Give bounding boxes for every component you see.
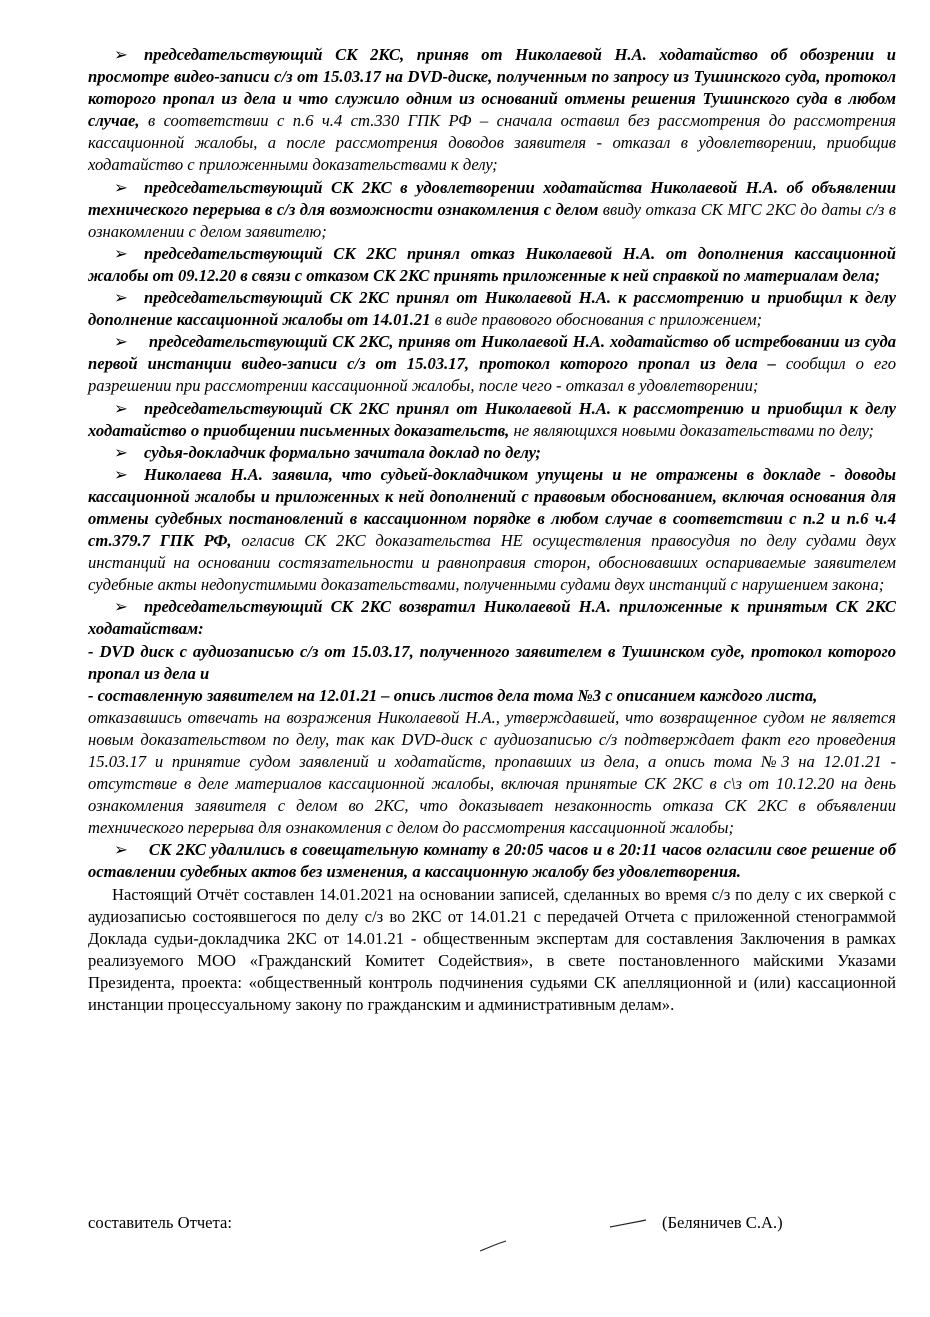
bullet-item <box>88 177 896 243</box>
italic-text: не являющихся новыми доказательствами по делу; <box>509 420 874 440</box>
bold-italic-text: судья-докладчик формально зачитала доклад по делу; <box>144 442 541 462</box>
bullet-arrow-icon: ➢ <box>114 177 128 197</box>
bullet-list <box>88 44 896 641</box>
italic-text: в соответствии с п.6 ч.4 ст.330 ГПК РФ – сначала оставил без рассмотрения до рассмотрения кассационной жалобы, а после рассмотрения доводов заявителя - отказал в удовлетворении, приобщив ходатайство с приложенными доказательствами к делу; <box>88 111 896 175</box>
signature-label: составитель Отчета: <box>88 1213 232 1232</box>
bullet-arrow-icon: ➢ <box>114 464 128 484</box>
bullet-item <box>88 331 896 397</box>
bullet-item <box>88 243 896 287</box>
bold-italic-text: председательствующий СК 2КС в удовлетворении ходатайства Николаевой Н.А. об объявлении технического перерыва в с/з для возможности ознакомления с делом <box>88 177 896 219</box>
bold-italic-text: председательствующий СК 2КС принял от Николаевой Н.А. к рассмотрению и приобщил к делу ходатайство о приобщении письменных доказательств, <box>88 398 896 440</box>
final-item-text: СК 2КС удалились в совещательную комнату в 20:05 часов и в 20:11 часов огласили свое решение об оставлении судебных актов без изменения, а кассационную жалобу без удовлетворения. <box>88 840 896 882</box>
bullet-arrow-icon: ➢ <box>114 398 128 418</box>
italic-text: ввиду отказа СК МГС 2КС до даты с/з в ознакомлении с делом заявителю; <box>88 199 896 241</box>
signature-stroke-icon <box>608 1216 648 1230</box>
signature-row <box>88 1212 896 1236</box>
bullet-item <box>88 44 896 177</box>
italic-text: в виде правового обоснования с приложением; <box>430 310 763 330</box>
bullet-item <box>88 287 896 331</box>
italic-text: огласив СК 2КС доказательства НЕ осуществления правосудия по делу судами двух инстанций на основании состязательности и равноправия сторон, обосновавших оспариваемые заявителем судебные акты недопустимыми доказательствами, полученными судами двух инстанций с нарушением закона; <box>88 531 896 595</box>
bold-italic-text: председательствующий СК 2КС возвратил Николаевой Н.А. приложенные к принятым СК 2КС ходатайствам: <box>88 597 896 639</box>
bullet-arrow-icon: ➢ <box>114 45 128 64</box>
bold-italic-text: председательствующий СК 2КС принял от Николаевой Н.А. к рассмотрению и приобщил к делу дополнение кассационной жалобы от 14.01.21 <box>88 288 896 330</box>
bullet-arrow-icon: ➢ <box>114 442 128 462</box>
bullet-item <box>88 464 896 597</box>
dash-item-dvd: - DVD диск с аудиозаписью с/з от 15.03.17, полученного заявителем в Тушинском суде, протокол которого пропал из дела и <box>88 641 896 683</box>
after-dash-text: отказавшись отвечать на возражения Николаевой Н.А., утверждавшей, что возвращенное судом не является новым доказательством по делу, так как DVD-диск с аудиозаписью с/з подтверждает факт его проведения 15.03.17 и принятие судом заявлений и ходатайств, пропавших из дела, а опись тома №3 на 12.01.21 - отсутствие в деле материалов кассационной жалобы, включая принятые СК 2КС в с\з от 10.12.20 на день ознакомления заявителя с делом во 2КС, что доказывает незаконность отказа СК 2КС в объявлении технического перерыва для ознакомления с делом до рассмотрения кассационной жалобы; <box>88 707 896 838</box>
bullet-arrow-icon: ➢ <box>114 288 128 308</box>
bullet-item <box>88 398 896 442</box>
handwritten-mark-icon <box>478 1238 508 1254</box>
bullet-item <box>88 442 896 464</box>
bold-italic-text: Николаева Н.А. заявила, что судьей-докладчиком упущены и не отражены в докладе - доводы кассационной жалобы и приложенных к ней дополнений с правовым обоснованием, включая основания для отмены судебных постановлений в кассационном порядке в любом случае в соответствии с п.2 и п.6 ч.4 ст.379.7 ГПК РФ, <box>88 464 896 551</box>
bold-italic-text: председательствующий СК 2КС принял отказ Николаевой Н.А. от дополнения кассационной жалобы от 09.12.20 в связи с отказом СК 2КС принять приложенные к ней справкой по материалам дела; <box>88 243 896 285</box>
dash-item-inventory: - составленную заявителем на 12.01.21 – опись листов дела тома №3 с описанием каждого листа, <box>88 685 818 705</box>
closing-paragraph: Настоящий Отчёт составлен 14.01.2021 на основании записей, сделанных во время с/з по делу с их сверкой с аудиозаписью состоявшегося по делу с/з во 2КС от 14.01.21 с передачей Отчета с приложенной стенограммой Доклада судьи-докладчика 2КС от 14.01.21 - общественным экспертам для составления Заключения в рамках реализуемого МОО «Гражданский Комитет Содействия», в свете постановленного майскими Указами Президента, проекта: «общественный контроль подчинения судьями СК апелляционной и (или) кассационной инстанции процессуальному закону по гражданским и административным делам». <box>88 884 896 1015</box>
bullet-arrow-icon: ➢ <box>114 597 128 617</box>
final-bullet-item <box>88 839 896 883</box>
document-body <box>88 44 896 1016</box>
signature-name: (Беляничев С.А.) <box>662 1213 783 1232</box>
bullet-arrow-icon: ➢ <box>114 840 128 860</box>
bullet-arrow-icon: ➢ <box>114 243 128 263</box>
bold-italic-text: председательствующий СК 2КС, приняв от Николаевой Н.А. ходатайство об обозрении и просмотре видео-записи с/з от 15.03.17 на DVD-диске, полученным по запросу из Тушинского суда, протокол которого пропал из дела и что служило одним из оснований отмены решения Тушинского суда в любом случае, <box>88 45 896 131</box>
bold-italic-text: председательствующий СК 2КС, приняв от Николаевой Н.А. ходатайство об истребовании из суда первой инстанции видео-записи с/з от 15.03.17, протокол которого пропал из дела – <box>88 332 896 374</box>
italic-text: сообщил о его разрешении при рассмотрении кассационной жалобы, после чего - отказал в удовлетворении; <box>88 354 897 396</box>
bullet-item <box>88 596 896 640</box>
bullet-arrow-icon: ➢ <box>114 332 128 352</box>
